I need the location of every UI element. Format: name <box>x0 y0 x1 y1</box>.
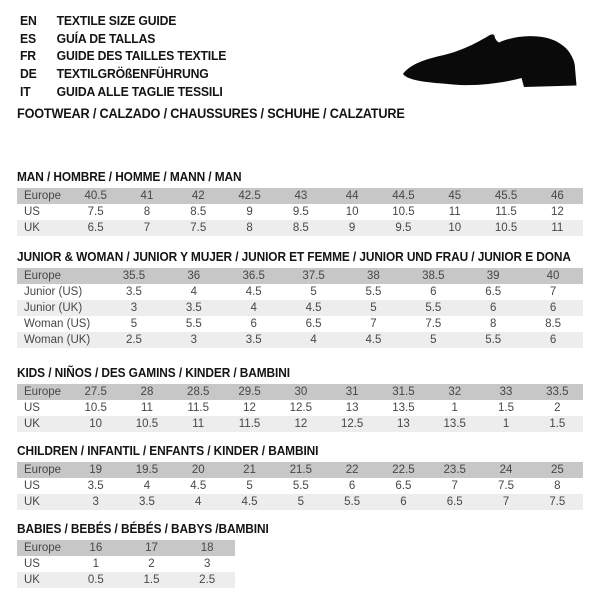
size-value: 7 <box>370 318 377 330</box>
size-value: 30 <box>294 386 308 398</box>
language-row <box>20 82 226 100</box>
language-code: DE <box>20 66 37 82</box>
row-label: UK <box>24 496 40 508</box>
row-label: Europe <box>24 542 62 554</box>
size-value: 28 <box>140 386 154 398</box>
size-value: 8.5 <box>545 318 562 330</box>
row-label: US <box>24 206 40 218</box>
row-label: UK <box>24 222 40 234</box>
section-babies <box>17 523 282 588</box>
size-value: 13.5 <box>443 418 466 430</box>
table-header-row <box>17 540 235 556</box>
size-value: 7 <box>451 480 458 492</box>
size-value: 1.5 <box>549 418 566 430</box>
size-value: 3.5 <box>87 480 104 492</box>
section-title: MAN / HOMBRE / HOMME / MANN / MAN <box>17 170 242 184</box>
size-value: 19 <box>89 464 103 476</box>
row-label: UK <box>24 574 40 586</box>
size-value: 6.5 <box>446 496 463 508</box>
size-value: 1 <box>502 418 510 430</box>
size-value: 5 <box>430 334 437 346</box>
size-table-kids <box>17 384 583 432</box>
row-label: UK <box>24 418 40 430</box>
size-value: 46 <box>550 190 564 202</box>
size-value: 1 <box>451 402 458 414</box>
guide-title: GUIDE DES TAILLES TEXTILE <box>56 48 227 64</box>
size-value: 2 <box>554 402 561 414</box>
shoe-icon <box>398 30 583 94</box>
size-table-man <box>17 188 583 236</box>
row-label: Europe <box>24 386 62 398</box>
size-value: 35.5 <box>122 270 146 282</box>
size-value: 11 <box>448 206 461 218</box>
size-value: 2 <box>148 558 155 570</box>
size-value: 3.5 <box>125 286 142 298</box>
size-value: 45 <box>448 190 462 202</box>
size-value: 1 <box>92 558 100 570</box>
size-value: 16 <box>89 542 103 554</box>
size-value: 11 <box>140 402 153 414</box>
size-value: 10 <box>345 206 359 218</box>
size-value: 5.5 <box>365 286 382 298</box>
table-row <box>17 556 235 572</box>
size-value: 29.5 <box>238 386 261 398</box>
size-value: 3 <box>203 558 211 570</box>
size-value: 4 <box>190 286 198 298</box>
size-value: 17 <box>145 542 158 554</box>
table-header-row <box>17 384 583 400</box>
size-value: 23.5 <box>443 464 466 476</box>
size-value: 10.5 <box>135 418 159 430</box>
size-value: 6 <box>549 302 557 314</box>
section-man <box>17 171 583 236</box>
size-value: 8 <box>554 480 561 492</box>
size-value: 11.5 <box>238 418 261 430</box>
size-value: 6 <box>400 496 407 508</box>
size-value: 5.5 <box>344 496 361 508</box>
size-value: 0.5 <box>87 574 104 586</box>
size-value: 6 <box>489 302 497 314</box>
table-header-row <box>17 462 583 478</box>
table-header-row <box>17 188 583 204</box>
size-value: 2.5 <box>199 574 216 586</box>
size-value: 7.5 <box>190 222 207 234</box>
size-value: 1.5 <box>143 574 160 586</box>
size-value: 8 <box>143 206 151 218</box>
language-title-block <box>20 12 226 100</box>
size-value: 43 <box>294 190 308 202</box>
size-value: 27.5 <box>84 386 107 398</box>
language-row <box>20 47 226 65</box>
language-code: FR <box>20 48 36 64</box>
size-value: 22.5 <box>392 464 415 476</box>
size-value: 5 <box>246 480 253 492</box>
size-value: 9 <box>348 222 356 234</box>
table-row <box>17 220 583 236</box>
size-value: 20 <box>191 464 205 476</box>
language-code: IT <box>20 83 31 99</box>
size-value: 4 <box>143 480 151 492</box>
table-row <box>17 572 235 588</box>
size-value: 7.5 <box>498 480 515 492</box>
size-value: 31.5 <box>392 386 415 398</box>
size-value: 11 <box>551 222 564 234</box>
size-value: 6 <box>250 318 257 330</box>
size-value: 3 <box>130 302 138 314</box>
row-label: Woman (US) <box>24 318 91 330</box>
size-value: 2.5 <box>125 334 142 346</box>
language-code: EN <box>20 13 37 29</box>
guide-title: TEXTILGRÖßENFÜHRUNG <box>56 66 209 82</box>
size-value: 38 <box>367 270 380 282</box>
size-value: 19.5 <box>135 464 159 476</box>
table-row <box>17 316 583 332</box>
size-value: 8.5 <box>292 222 309 234</box>
section-kids <box>17 367 583 432</box>
size-value: 5 <box>310 286 317 298</box>
size-value: 5.5 <box>485 334 502 346</box>
table-row <box>17 300 583 316</box>
size-value: 6.5 <box>395 480 412 492</box>
size-value: 6 <box>549 334 557 346</box>
table-row <box>17 416 583 432</box>
guide-title: TEXTILE SIZE GUIDE <box>56 13 177 29</box>
language-code: ES <box>20 30 36 46</box>
size-value: 13.5 <box>392 402 415 414</box>
size-value: 4.5 <box>245 286 262 298</box>
section-children <box>17 445 583 510</box>
size-value: 31 <box>345 386 359 398</box>
size-value: 8 <box>489 318 497 330</box>
row-label: Europe <box>24 464 62 476</box>
language-row <box>20 30 226 48</box>
size-value: 6.5 <box>87 222 104 234</box>
size-table-children <box>17 462 583 510</box>
size-value: 37.5 <box>302 270 325 282</box>
size-value: 38.5 <box>422 270 445 282</box>
language-row <box>20 65 226 83</box>
size-value: 32 <box>448 386 462 398</box>
size-value: 24 <box>499 464 513 476</box>
size-value: 13 <box>397 418 410 430</box>
size-value: 12.5 <box>289 402 313 414</box>
row-label: US <box>24 480 40 492</box>
size-value: 25 <box>550 464 564 476</box>
size-value: 6.5 <box>305 318 322 330</box>
size-value: 3.5 <box>245 334 262 346</box>
size-value: 7 <box>502 496 510 508</box>
table-row <box>17 204 583 220</box>
size-value: 4.5 <box>365 334 382 346</box>
size-value: 12 <box>243 402 256 414</box>
size-table-babies <box>17 540 235 588</box>
size-value: 10 <box>448 222 462 234</box>
row-label: Junior (US) <box>24 286 83 298</box>
size-value: 4 <box>195 496 202 508</box>
size-value: 4.5 <box>241 496 258 508</box>
size-value: 12 <box>550 206 564 218</box>
size-value: 13 <box>345 402 359 414</box>
size-value: 10.5 <box>494 222 518 234</box>
section-title: KIDS / NIÑOS / DES GAMINS / KINDER / BAMBINI <box>17 366 290 380</box>
table-row <box>17 400 583 416</box>
size-value: 7.5 <box>425 318 442 330</box>
size-value: 11.5 <box>187 402 209 414</box>
size-value: 4.5 <box>305 302 322 314</box>
size-value: 10.5 <box>392 206 415 218</box>
category-line: FOOTWEAR / CALZADO / CHAUSSURES / SCHUHE / CALZATURE <box>17 106 405 121</box>
size-value: 11.5 <box>495 206 517 218</box>
size-table-junior-woman <box>17 268 583 348</box>
table-row <box>17 332 583 348</box>
row-label: US <box>24 558 40 570</box>
size-value: 44.5 <box>392 190 415 202</box>
size-value: 4.5 <box>190 480 207 492</box>
size-value: 39 <box>486 270 500 282</box>
table-row <box>17 494 583 510</box>
size-value: 4 <box>310 334 317 346</box>
size-value: 5 <box>370 302 377 314</box>
size-value: 6 <box>348 480 356 492</box>
size-value: 40.5 <box>84 190 107 202</box>
size-value: 7 <box>143 222 151 234</box>
size-value: 10.5 <box>84 402 107 414</box>
size-value: 41 <box>140 190 154 202</box>
size-value: 4 <box>250 302 257 314</box>
size-value: 28.5 <box>187 386 210 398</box>
size-value: 5 <box>297 496 305 508</box>
size-value: 36 <box>187 270 201 282</box>
size-value: 7.5 <box>87 206 104 218</box>
section-title: BABIES / BEBÉS / BÉBÉS / BABYS /BAMBINI <box>17 522 269 536</box>
table-header-row <box>17 268 583 284</box>
row-label: Europe <box>24 270 62 282</box>
size-value: 42.5 <box>238 190 261 202</box>
size-value: 11 <box>192 418 205 430</box>
size-value: 22 <box>345 464 359 476</box>
size-value: 3.5 <box>138 496 155 508</box>
size-value: 18 <box>200 542 214 554</box>
row-label: US <box>24 402 40 414</box>
table-row <box>17 284 583 300</box>
section-junior-woman <box>17 251 600 348</box>
size-value: 36.5 <box>242 270 265 282</box>
size-value: 45.5 <box>494 190 518 202</box>
guide-title: GUIDA ALLE TAGLIE TESSILI <box>56 83 223 99</box>
size-value: 12 <box>294 418 308 430</box>
size-value: 8.5 <box>190 206 207 218</box>
row-label: Junior (UK) <box>24 302 83 314</box>
size-value: 5 <box>130 318 138 330</box>
size-value: 7 <box>549 286 557 298</box>
size-value: 21.5 <box>289 464 313 476</box>
size-value: 3 <box>190 334 198 346</box>
size-value: 33 <box>499 386 513 398</box>
size-value: 42 <box>191 190 205 202</box>
size-value: 21 <box>243 464 256 476</box>
row-label: Europe <box>24 190 62 202</box>
size-value: 5.5 <box>185 318 202 330</box>
size-value: 6 <box>430 286 437 298</box>
size-value: 5.5 <box>425 302 442 314</box>
size-value: 1.5 <box>498 402 515 414</box>
size-value: 33.5 <box>546 386 569 398</box>
size-value: 10 <box>89 418 103 430</box>
table-row <box>17 478 583 494</box>
size-value: 5.5 <box>292 480 309 492</box>
size-value: 12.5 <box>340 418 364 430</box>
size-value: 9.5 <box>292 206 309 218</box>
size-value: 3 <box>92 496 99 508</box>
size-value: 8 <box>246 222 253 234</box>
language-row <box>20 12 226 30</box>
size-value: 44 <box>345 190 359 202</box>
size-value: 6.5 <box>485 286 502 298</box>
size-value: 3.5 <box>185 302 202 314</box>
size-value: 7.5 <box>549 496 566 508</box>
size-value: 9.5 <box>395 222 412 234</box>
section-title: CHILDREN / INFANTIL / ENFANTS / KINDER / BAMBINI <box>17 444 319 458</box>
section-title: JUNIOR & WOMAN / JUNIOR Y MUJER / JUNIOR ET FEMME / JUNIOR UND FRAU / JUNIOR E DONA <box>17 250 571 264</box>
size-value: 40 <box>546 270 560 282</box>
guide-title: GUÍA DE TALLAS <box>56 30 156 46</box>
row-label: Woman (UK) <box>24 334 91 346</box>
size-value: 9 <box>246 206 253 218</box>
